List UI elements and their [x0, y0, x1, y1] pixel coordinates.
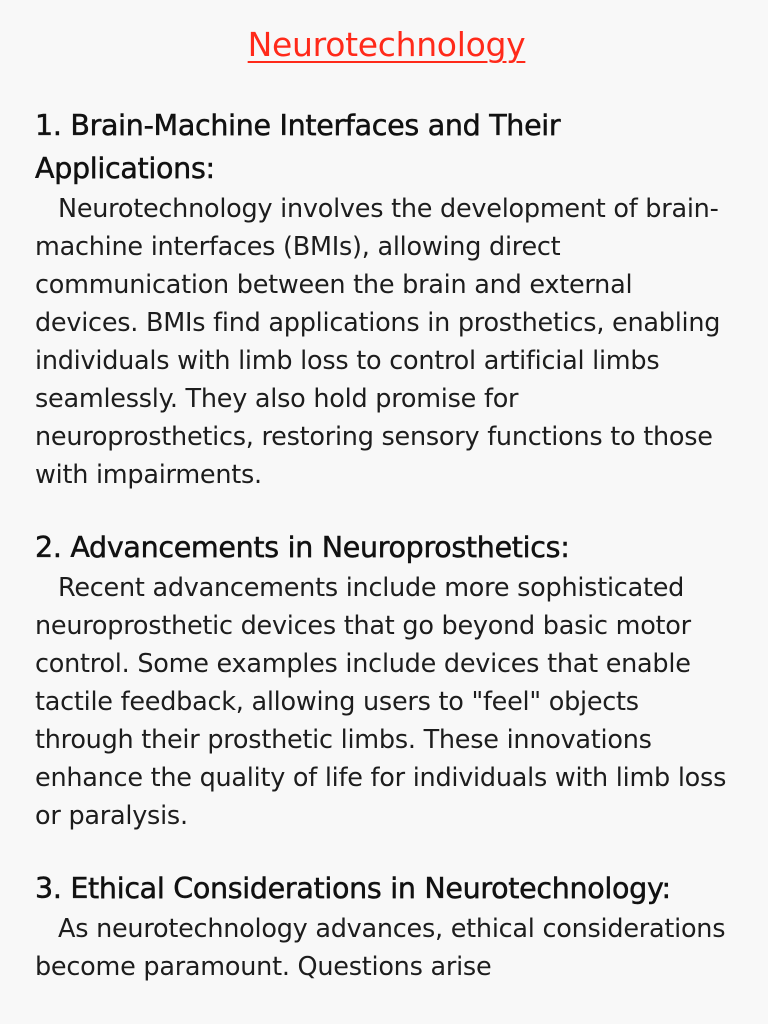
- section-paragraph: As neurotechnology advances, ethical considerations become paramount. Questions arise: [35, 914, 726, 982]
- section-heading: 3. Ethical Considerations in Neurotechnology:: [35, 872, 671, 905]
- section-paragraph: Recent advancements include more sophisticated neuroprosthetic devices that go beyond basic motor control. Some examples include devices that enable tactile feedback, allowing users to "feel" objects through their prosthetic limbs. These innovations enhance the quality of life for individuals with limb loss or paralysis.: [35, 573, 727, 831]
- page-title: Neurotechnology: [247, 25, 526, 64]
- section-paragraph: Neurotechnology involves the development of brain-machine interfaces (BMIs), allowing direct communication between the brain and external devices. BMIs find applications in prosthetics, enabling individuals with limb loss to control artificial limbs seamlessly. They also hold promise for neuroprosthetics, restoring sensory functions to those with impairments.: [35, 194, 721, 490]
- section-heading: 1. Brain-Machine Interfaces and Their Applications:: [35, 109, 561, 185]
- section-ethical-considerations: [35, 867, 738, 986]
- section-advancements-neuroprosthetics: [35, 526, 738, 835]
- section-heading: 2. Advancements in Neuroprosthetics:: [35, 531, 570, 564]
- section-brain-machine-interfaces: [35, 104, 738, 494]
